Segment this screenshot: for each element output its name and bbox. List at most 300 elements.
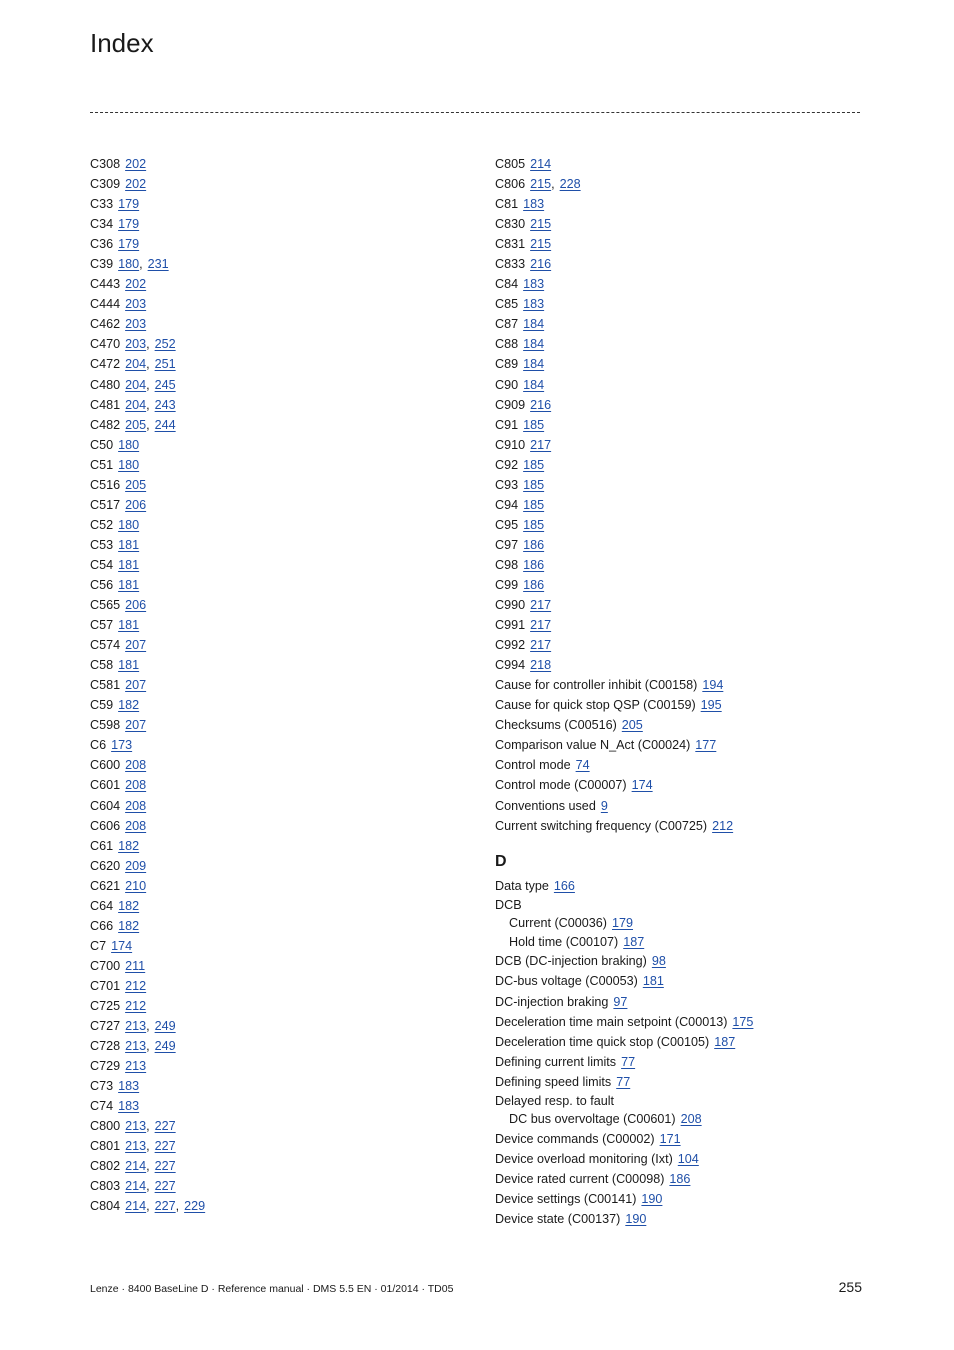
page-link[interactable]: 182 bbox=[118, 898, 140, 913]
page-link[interactable]: 245 bbox=[154, 377, 176, 392]
index-entry bbox=[495, 535, 875, 555]
index-term: C620 bbox=[90, 858, 121, 873]
index-entry bbox=[90, 715, 470, 735]
page-separator: , bbox=[175, 1199, 180, 1214]
page-link[interactable]: 185 bbox=[523, 497, 545, 512]
index-term: DC-injection braking bbox=[495, 994, 609, 1009]
index-entry bbox=[90, 375, 470, 395]
index-term: C990 bbox=[495, 598, 526, 613]
index-entry bbox=[90, 154, 470, 174]
index-term: C92 bbox=[495, 457, 519, 472]
index-entry bbox=[495, 395, 875, 415]
index-term: Checksums (C00516) bbox=[495, 718, 617, 733]
index-term: C800 bbox=[90, 1119, 121, 1134]
page-link[interactable]: 97 bbox=[613, 994, 628, 1009]
index-entry bbox=[495, 715, 875, 735]
page-link[interactable]: 206 bbox=[125, 598, 147, 613]
index-term: C604 bbox=[90, 798, 121, 813]
page-link[interactable]: 205 bbox=[621, 718, 643, 733]
index-term: DCB bbox=[495, 897, 522, 912]
page-link[interactable]: 208 bbox=[125, 778, 147, 793]
page-link[interactable]: 77 bbox=[621, 1054, 636, 1069]
index-term: C729 bbox=[90, 1059, 121, 1074]
page-link[interactable]: 186 bbox=[523, 577, 545, 592]
page-link[interactable]: 174 bbox=[631, 778, 653, 793]
index-term: C804 bbox=[90, 1199, 121, 1214]
index-term: Device settings (C00141) bbox=[495, 1192, 637, 1207]
index-entry bbox=[495, 971, 875, 991]
index-entry bbox=[90, 956, 470, 976]
index-entry bbox=[90, 615, 470, 635]
index-term: DC bus overvoltage (C00601) bbox=[509, 1112, 676, 1127]
index-entry bbox=[90, 274, 470, 294]
page-link[interactable]: 213 bbox=[125, 1059, 147, 1074]
index-term: C91 bbox=[495, 417, 519, 432]
index-term: C58 bbox=[90, 658, 114, 673]
index-term: C470 bbox=[90, 337, 121, 352]
page-link[interactable]: 214 bbox=[125, 1199, 147, 1214]
page-link[interactable]: 185 bbox=[523, 457, 545, 472]
index-entry bbox=[495, 1209, 875, 1229]
page-separator: , bbox=[146, 1039, 150, 1054]
index-term: C700 bbox=[90, 958, 121, 973]
page-link[interactable]: 207 bbox=[125, 638, 147, 653]
index-entry bbox=[90, 735, 470, 755]
page-link[interactable]: 217 bbox=[530, 437, 552, 452]
index-entry bbox=[495, 876, 875, 896]
index-entry bbox=[90, 695, 470, 715]
page-link[interactable]: 183 bbox=[523, 197, 545, 212]
page-link[interactable]: 181 bbox=[118, 618, 140, 633]
index-entry bbox=[90, 1116, 470, 1136]
page-link[interactable]: 179 bbox=[118, 237, 140, 252]
page-link[interactable]: 174 bbox=[111, 938, 133, 953]
index-entry bbox=[495, 951, 875, 971]
index-term: C33 bbox=[90, 197, 114, 212]
page-link[interactable]: 179 bbox=[612, 916, 634, 931]
page-link[interactable]: 187 bbox=[623, 934, 645, 949]
index-entry bbox=[90, 775, 470, 795]
page-link[interactable]: 185 bbox=[523, 417, 545, 432]
index-entry bbox=[495, 254, 875, 274]
index-term: C39 bbox=[90, 257, 114, 272]
index-term: C909 bbox=[495, 397, 526, 412]
index-entry bbox=[495, 775, 875, 795]
index-term: Data type bbox=[495, 878, 549, 893]
index-entry bbox=[495, 1189, 875, 1209]
page-link[interactable]: 194 bbox=[702, 678, 724, 693]
index-term: C95 bbox=[495, 517, 519, 532]
page-link[interactable]: 210 bbox=[125, 878, 147, 893]
index-entry bbox=[90, 254, 470, 274]
index-term: C600 bbox=[90, 758, 121, 773]
index-entry bbox=[495, 1169, 875, 1189]
index-entry bbox=[495, 1149, 875, 1169]
index-term: C727 bbox=[90, 1019, 121, 1034]
page-link[interactable]: 227 bbox=[154, 1159, 176, 1174]
index-entry bbox=[90, 214, 470, 234]
page-separator: , bbox=[551, 177, 555, 192]
index-entry bbox=[90, 455, 470, 475]
index-entry bbox=[495, 214, 875, 234]
index-term: C991 bbox=[495, 618, 526, 633]
index-entry bbox=[495, 1052, 875, 1072]
index-entry bbox=[90, 314, 470, 334]
index-entry bbox=[90, 174, 470, 194]
page-link[interactable]: 227 bbox=[154, 1199, 176, 1214]
page-link[interactable]: 186 bbox=[669, 1172, 691, 1187]
index-entry bbox=[495, 675, 875, 695]
index-term: DC-bus voltage (C00053) bbox=[495, 974, 638, 989]
index-term: Defining current limits bbox=[495, 1054, 617, 1069]
page-number: 255 bbox=[838, 1279, 862, 1295]
page-link[interactable]: 183 bbox=[523, 277, 545, 292]
index-entry bbox=[495, 354, 875, 374]
index-entry bbox=[90, 555, 470, 575]
index-term: C89 bbox=[495, 357, 519, 372]
page-link[interactable]: 251 bbox=[154, 357, 176, 372]
page-link[interactable]: 217 bbox=[530, 618, 552, 633]
index-entry bbox=[90, 395, 470, 415]
index-term: C601 bbox=[90, 778, 121, 793]
index-term: Current switching frequency (C00725) bbox=[495, 818, 708, 833]
index-term: Control mode (C00007) bbox=[495, 778, 627, 793]
page-separator: , bbox=[146, 417, 150, 432]
page-link[interactable]: 202 bbox=[125, 157, 147, 171]
page-link[interactable]: 208 bbox=[680, 1112, 702, 1127]
index-entry bbox=[90, 1016, 470, 1036]
index-entry bbox=[495, 796, 875, 816]
page-link[interactable]: 213 bbox=[125, 1119, 147, 1134]
index-term: C73 bbox=[90, 1079, 114, 1094]
page-link[interactable]: 179 bbox=[118, 197, 140, 212]
page-separator: , bbox=[146, 1159, 150, 1174]
index-term: Cause for controller inhibit (C00158) bbox=[495, 678, 698, 693]
page-link[interactable]: 98 bbox=[651, 954, 666, 969]
page-link[interactable]: 212 bbox=[712, 818, 734, 833]
index-entry bbox=[90, 475, 470, 495]
section-letter-d: D bbox=[495, 852, 507, 870]
page-link[interactable]: 211 bbox=[125, 958, 146, 973]
page-link[interactable]: 229 bbox=[184, 1199, 206, 1214]
page-link[interactable]: 231 bbox=[147, 257, 169, 272]
index-term: C517 bbox=[90, 497, 121, 512]
index-entry bbox=[495, 375, 875, 395]
page-link[interactable]: 252 bbox=[154, 337, 176, 352]
page-link[interactable]: 205 bbox=[125, 417, 147, 432]
index-entry bbox=[90, 354, 470, 374]
page-link[interactable]: 214 bbox=[125, 1159, 147, 1174]
index-term: Device state (C00137) bbox=[495, 1212, 621, 1227]
page-link[interactable]: 181 bbox=[118, 658, 140, 673]
index-entry bbox=[495, 1012, 875, 1032]
index-column-left bbox=[90, 154, 470, 1216]
page-link[interactable]: 203 bbox=[125, 337, 147, 352]
index-term: C51 bbox=[90, 457, 114, 472]
index-term: C994 bbox=[495, 658, 526, 673]
page-link[interactable]: 185 bbox=[523, 477, 545, 492]
index-entry bbox=[495, 1072, 875, 1092]
page-link[interactable]: 214 bbox=[530, 157, 552, 171]
index-term: C833 bbox=[495, 257, 526, 272]
page-link[interactable]: 203 bbox=[125, 317, 147, 332]
index-entry bbox=[90, 334, 470, 354]
page-link[interactable]: 184 bbox=[523, 377, 545, 392]
index-term: Deceleration time main setpoint (C00013) bbox=[495, 1014, 728, 1029]
index-entry bbox=[90, 916, 470, 936]
page-link[interactable]: 215 bbox=[530, 217, 552, 232]
page-link[interactable]: 227 bbox=[154, 1119, 176, 1134]
index-entry bbox=[90, 896, 470, 916]
index-entry bbox=[90, 876, 470, 896]
index-term: Comparison value N_Act (C00024) bbox=[495, 738, 691, 753]
page-link[interactable]: 184 bbox=[523, 337, 545, 352]
index-entry bbox=[90, 415, 470, 435]
index-term: Defining speed limits bbox=[495, 1074, 612, 1089]
page-link[interactable]: 227 bbox=[154, 1179, 176, 1194]
index-term: Control mode bbox=[495, 758, 571, 773]
index-term: Device rated current (C00098) bbox=[495, 1172, 665, 1187]
index-term: C728 bbox=[90, 1039, 121, 1054]
page-link[interactable]: 180 bbox=[118, 437, 140, 452]
index-term: C87 bbox=[495, 317, 519, 332]
page-link[interactable]: 203 bbox=[125, 297, 147, 312]
page-separator: , bbox=[146, 1119, 150, 1134]
index-entry bbox=[90, 655, 470, 675]
index-term: DCB (DC-injection braking) bbox=[495, 954, 647, 969]
page-link[interactable]: 207 bbox=[125, 678, 147, 693]
index-term: C462 bbox=[90, 317, 121, 332]
page-link[interactable]: 212 bbox=[125, 998, 147, 1013]
index-entry bbox=[495, 635, 875, 655]
page-link[interactable]: 249 bbox=[154, 1039, 176, 1054]
page-link[interactable]: 204 bbox=[125, 357, 147, 372]
page-link[interactable]: 195 bbox=[700, 698, 722, 713]
page-link[interactable]: 184 bbox=[523, 357, 545, 372]
page-link[interactable]: 208 bbox=[125, 758, 147, 773]
page-link[interactable]: 171 bbox=[659, 1131, 681, 1146]
index-entry bbox=[495, 435, 875, 455]
index-term: C831 bbox=[495, 237, 526, 252]
page-link[interactable]: 166 bbox=[553, 878, 575, 893]
page-link[interactable]: 218 bbox=[530, 658, 552, 673]
index-term: C444 bbox=[90, 297, 121, 312]
index-entry bbox=[495, 816, 875, 836]
page-link[interactable]: 177 bbox=[695, 738, 717, 753]
index-term: C52 bbox=[90, 517, 114, 532]
page-link[interactable]: 190 bbox=[625, 1212, 647, 1227]
page-link[interactable]: 215 bbox=[530, 237, 552, 252]
index-column-right bbox=[495, 154, 875, 1229]
index-entry bbox=[495, 475, 875, 495]
page-link[interactable]: 216 bbox=[530, 397, 552, 412]
index-entry bbox=[90, 435, 470, 455]
index-subentry bbox=[495, 914, 875, 933]
page-separator: , bbox=[139, 257, 143, 272]
page-link[interactable]: 185 bbox=[523, 517, 545, 532]
index-term: C574 bbox=[90, 638, 121, 653]
page-link[interactable]: 249 bbox=[154, 1019, 176, 1034]
index-entry bbox=[90, 755, 470, 775]
index-term: Conventions used bbox=[495, 798, 596, 813]
page-link[interactable]: 183 bbox=[118, 1099, 140, 1114]
index-entry bbox=[90, 194, 470, 214]
index-entry bbox=[90, 294, 470, 314]
page-link[interactable]: 205 bbox=[125, 477, 147, 492]
index-entry bbox=[90, 535, 470, 555]
index-term: C480 bbox=[90, 377, 121, 392]
page-link[interactable]: 173 bbox=[111, 738, 133, 753]
page-link[interactable]: 183 bbox=[118, 1079, 140, 1094]
index-term: Current (C00036) bbox=[509, 916, 607, 931]
index-entry bbox=[495, 154, 875, 174]
page-link[interactable]: 74 bbox=[575, 758, 590, 773]
index-term: C308 bbox=[90, 157, 121, 171]
page-link[interactable]: 182 bbox=[118, 838, 140, 853]
index-entry bbox=[495, 174, 875, 194]
page-link[interactable]: 77 bbox=[616, 1074, 631, 1089]
index-term: C97 bbox=[495, 537, 519, 552]
index-term: C93 bbox=[495, 477, 519, 492]
index-term: C94 bbox=[495, 497, 519, 512]
index-entry bbox=[495, 274, 875, 294]
page-link[interactable]: 180 bbox=[118, 257, 140, 272]
page-link[interactable]: 217 bbox=[530, 598, 552, 613]
index-entry bbox=[495, 495, 875, 515]
index-term: C803 bbox=[90, 1179, 121, 1194]
page-link[interactable]: 244 bbox=[154, 417, 176, 432]
index-term: Hold time (C00107) bbox=[509, 934, 619, 949]
index-term: C443 bbox=[90, 277, 121, 292]
page-link[interactable]: 214 bbox=[125, 1179, 147, 1194]
page-link[interactable]: 217 bbox=[530, 638, 552, 653]
index-term: C701 bbox=[90, 978, 121, 993]
page-link[interactable]: 190 bbox=[641, 1192, 663, 1207]
page-link[interactable]: 187 bbox=[714, 1034, 736, 1049]
index-entry bbox=[495, 896, 875, 915]
page-link[interactable]: 183 bbox=[523, 297, 545, 312]
page-link[interactable]: 180 bbox=[118, 517, 140, 532]
index-term: C581 bbox=[90, 678, 121, 693]
page-link[interactable]: 204 bbox=[125, 397, 147, 412]
index-term: C54 bbox=[90, 557, 114, 572]
index-entry bbox=[495, 615, 875, 635]
index-term: C74 bbox=[90, 1099, 114, 1114]
index-subentry bbox=[495, 933, 875, 952]
page-link[interactable]: 9 bbox=[600, 798, 608, 813]
index-term: C53 bbox=[90, 537, 114, 552]
index-term: C830 bbox=[495, 217, 526, 232]
page-link[interactable]: 208 bbox=[125, 798, 147, 813]
index-entry bbox=[495, 655, 875, 675]
index-entry bbox=[90, 836, 470, 856]
page-link[interactable]: 179 bbox=[118, 217, 140, 232]
index-entry bbox=[90, 675, 470, 695]
index-entry bbox=[90, 856, 470, 876]
page-link[interactable]: 204 bbox=[125, 377, 147, 392]
index-entry bbox=[495, 1092, 875, 1111]
page-link[interactable]: 207 bbox=[125, 718, 147, 733]
index-term: C806 bbox=[495, 177, 526, 192]
page-link[interactable]: 175 bbox=[732, 1014, 754, 1029]
page-link[interactable]: 186 bbox=[523, 537, 545, 552]
page-link[interactable]: 186 bbox=[523, 557, 545, 572]
page-link[interactable]: 227 bbox=[154, 1139, 176, 1154]
index-term: C992 bbox=[495, 638, 526, 653]
index-entry bbox=[90, 1176, 470, 1196]
page-link[interactable]: 208 bbox=[125, 818, 147, 833]
page-link[interactable]: 202 bbox=[125, 277, 147, 292]
index-entry bbox=[90, 635, 470, 655]
index-term: C88 bbox=[495, 337, 519, 352]
page-link[interactable]: 209 bbox=[125, 858, 147, 873]
index-term: C516 bbox=[90, 477, 121, 492]
page-link[interactable]: 216 bbox=[530, 257, 552, 272]
index-term: C57 bbox=[90, 618, 114, 633]
index-entry bbox=[495, 695, 875, 715]
page-link[interactable]: 104 bbox=[677, 1151, 699, 1166]
index-entry bbox=[90, 1056, 470, 1076]
page-link[interactable]: 180 bbox=[118, 457, 140, 472]
index-entry bbox=[90, 1156, 470, 1176]
index-term: Delayed resp. to fault bbox=[495, 1093, 615, 1108]
index-term: C801 bbox=[90, 1139, 121, 1154]
index-term: C725 bbox=[90, 998, 121, 1013]
index-term: Device commands (C00002) bbox=[495, 1131, 655, 1146]
page-separator: , bbox=[146, 337, 150, 352]
index-term: C606 bbox=[90, 818, 121, 833]
index-entry bbox=[90, 936, 470, 956]
page-link[interactable]: 206 bbox=[125, 497, 147, 512]
page-link[interactable]: 213 bbox=[125, 1139, 147, 1154]
index-entry bbox=[495, 1032, 875, 1052]
index-term: C81 bbox=[495, 197, 519, 212]
index-term: C66 bbox=[90, 918, 114, 933]
index-entry bbox=[90, 1096, 470, 1116]
page-link[interactable]: 181 bbox=[118, 557, 140, 572]
index-term: C7 bbox=[90, 938, 107, 953]
index-subentry bbox=[495, 1110, 875, 1129]
page-link[interactable]: 228 bbox=[559, 177, 581, 192]
page-link[interactable]: 213 bbox=[125, 1039, 147, 1054]
page-link[interactable]: 213 bbox=[125, 1019, 147, 1034]
page-link[interactable]: 182 bbox=[118, 918, 140, 933]
index-term: C482 bbox=[90, 417, 121, 432]
page-separator: , bbox=[146, 1139, 150, 1154]
page-link[interactable]: 202 bbox=[125, 177, 147, 192]
index-entry bbox=[90, 976, 470, 996]
page-link[interactable]: 215 bbox=[530, 177, 552, 192]
index-term: Deceleration time quick stop (C00105) bbox=[495, 1034, 710, 1049]
page-link[interactable]: 212 bbox=[125, 978, 147, 993]
index-entry bbox=[495, 575, 875, 595]
index-entry bbox=[495, 555, 875, 575]
page-link[interactable]: 181 bbox=[642, 974, 664, 989]
index-entry bbox=[495, 314, 875, 334]
index-term: C6 bbox=[90, 738, 107, 753]
page-link[interactable]: 182 bbox=[118, 698, 140, 713]
index-entry bbox=[495, 334, 875, 354]
page-link[interactable]: 184 bbox=[523, 317, 545, 332]
index-term: C50 bbox=[90, 437, 114, 452]
page-link[interactable]: 181 bbox=[118, 577, 140, 592]
index-entry bbox=[90, 495, 470, 515]
page-link[interactable]: 181 bbox=[118, 537, 140, 552]
page-link[interactable]: 243 bbox=[154, 397, 176, 412]
index-entry bbox=[495, 294, 875, 314]
page-separator: , bbox=[146, 1199, 150, 1214]
index-term: C84 bbox=[495, 277, 519, 292]
